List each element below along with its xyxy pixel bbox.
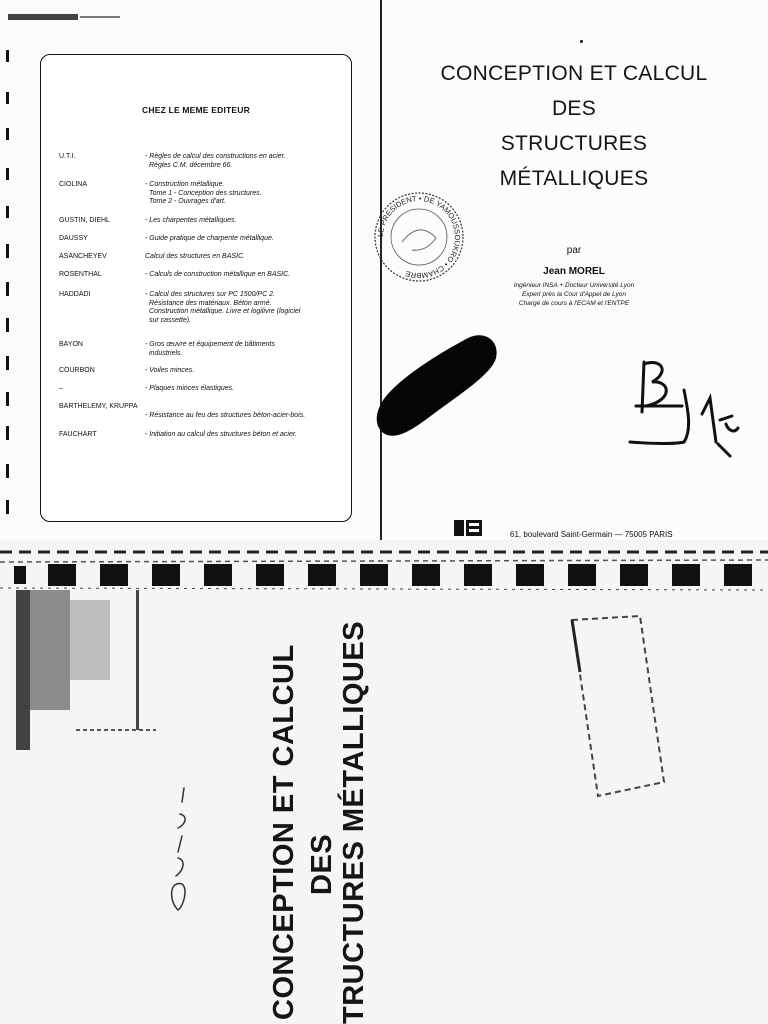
publisher-logo [454, 520, 482, 536]
edge-mark [6, 392, 9, 406]
entry-author: FAUCHART [59, 431, 97, 438]
entry-works [145, 153, 345, 170]
entry-author: DAUSSY [59, 235, 88, 242]
entry-work-line: - Initiation au calcul des structures béton et acier. [145, 431, 297, 438]
edge-mark [6, 92, 9, 104]
handwritten-signature [622, 350, 742, 460]
scan-artifact [80, 16, 120, 18]
scan-artifact [8, 14, 78, 20]
cover-frame [568, 612, 668, 802]
author-credential: Chargé de cours à l'ECAM et l'ENTPE [518, 300, 630, 307]
edge-mark [6, 128, 9, 140]
entry-work-line: - Règles de calcul des constructions en acier. [145, 153, 286, 160]
stamp-text: LE PRESIDENT • DE YAMOUSSOUKRO • CHAMBRE [375, 193, 463, 281]
cover-title-line: CONCEPTION ET CALCUL [268, 644, 300, 1020]
edge-mark [6, 356, 9, 370]
author-credential: Expert près la Cour d'Appel de Lyon [521, 291, 627, 298]
entry-works [145, 271, 345, 280]
cover-title-line: DES [306, 833, 338, 895]
entry-works [145, 341, 345, 358]
round-stamp [372, 190, 466, 284]
entry-work-line: industriels. [149, 349, 183, 357]
edge-mark [6, 168, 9, 180]
edge-mark [6, 206, 9, 218]
entry-work-line: - Guide pratique de charpente métallique. [145, 235, 274, 242]
spiral-binding [0, 546, 768, 592]
by-label: par [566, 245, 582, 256]
edge-mark [6, 464, 9, 478]
edge-mark [6, 244, 9, 258]
entry-works [145, 291, 345, 325]
edge-mark [6, 50, 9, 62]
entry-author: BARTHELEMY, KRUPPA [59, 403, 138, 410]
entry-works [145, 253, 345, 262]
entry-author: ROSENTHAL [59, 271, 102, 278]
scan-smudge [16, 590, 166, 750]
entry-work-line: - Gros œuvre et équipement de bâtiments [145, 341, 275, 348]
cover-title-line: TRUCTURES MÉTALLIQUES [338, 620, 370, 1024]
box-heading: CHEZ LE MEME EDITEUR [142, 105, 250, 115]
entry-work-line: Tome 1 - Conception des structures. [149, 189, 262, 197]
entry-works [145, 217, 345, 226]
author-credential: Ingénieur INSA + Docteur Université Lyon [513, 282, 635, 289]
entry-work-line: sur cassette). [149, 316, 192, 324]
entry-work-line: Calcul des structures en BASIC. [145, 253, 245, 260]
publisher-address: 61, boulevard Saint-Germain — 75005 PARIS [510, 530, 673, 539]
entry-work-line: Tome 2 - Ouvrages d'art. [149, 198, 226, 205]
entry-author: BAYON [59, 341, 83, 348]
entry-works [145, 235, 345, 244]
speck [580, 40, 583, 43]
title-line: DES [551, 97, 597, 120]
edge-mark [6, 500, 9, 514]
author-name: Jean MOREL [543, 266, 605, 277]
entry-author: – [59, 385, 63, 392]
edge-mark [6, 426, 9, 440]
entry-works [145, 412, 345, 421]
entry-work-line: Résistance des matériaux. Béton armé. [149, 299, 272, 307]
entry-author: HADDADI [59, 291, 91, 298]
entry-author: COURBON [59, 367, 95, 374]
entry-author: GUSTIN, DIEHL [59, 217, 110, 224]
svg-text:LE PRESIDENT • DE YAMOUSSOUKRO [376, 194, 462, 280]
entry-work-line: Règles C.M. décembre 66. [149, 161, 233, 169]
left-page [0, 0, 380, 540]
edge-mark [6, 282, 9, 296]
title-line: STRUCTURES [500, 132, 648, 155]
entry-works [145, 367, 345, 376]
handwritten-note [148, 780, 208, 920]
entry-author: ASANCHEYEV [59, 253, 107, 260]
same-publisher-box [40, 54, 352, 522]
entry-work-line: - Calcul des structures sur PC 1500/PC 2. [145, 291, 275, 298]
entry-author: U.T.I. [59, 153, 76, 160]
entry-works [145, 181, 345, 207]
entry-works [145, 385, 345, 394]
entry-work-line: - Voiles minces. [145, 367, 195, 374]
entry-work-line: - Résistance au feu des structures béton-acier-bois. [145, 412, 306, 419]
ink-redaction [376, 330, 502, 440]
entry-work-line: - Plaques minces élastiques. [145, 385, 235, 392]
title-line: MÉTALLIQUES [499, 167, 649, 190]
edge-mark [6, 318, 9, 332]
entry-works [145, 431, 345, 440]
entry-work-line: - Construction métallique. [145, 181, 225, 188]
entry-work-line: - Les charpentes métalliques. [145, 217, 237, 224]
entry-work-line: Construction métallique. Livre et logilivre (logiciel [149, 308, 301, 315]
entry-work-line: - Calculs de construction métallique en BASIC. [145, 271, 291, 278]
entry-author: CIOLINA [59, 181, 88, 188]
title-line: CONCEPTION ET CALCUL [440, 62, 708, 85]
